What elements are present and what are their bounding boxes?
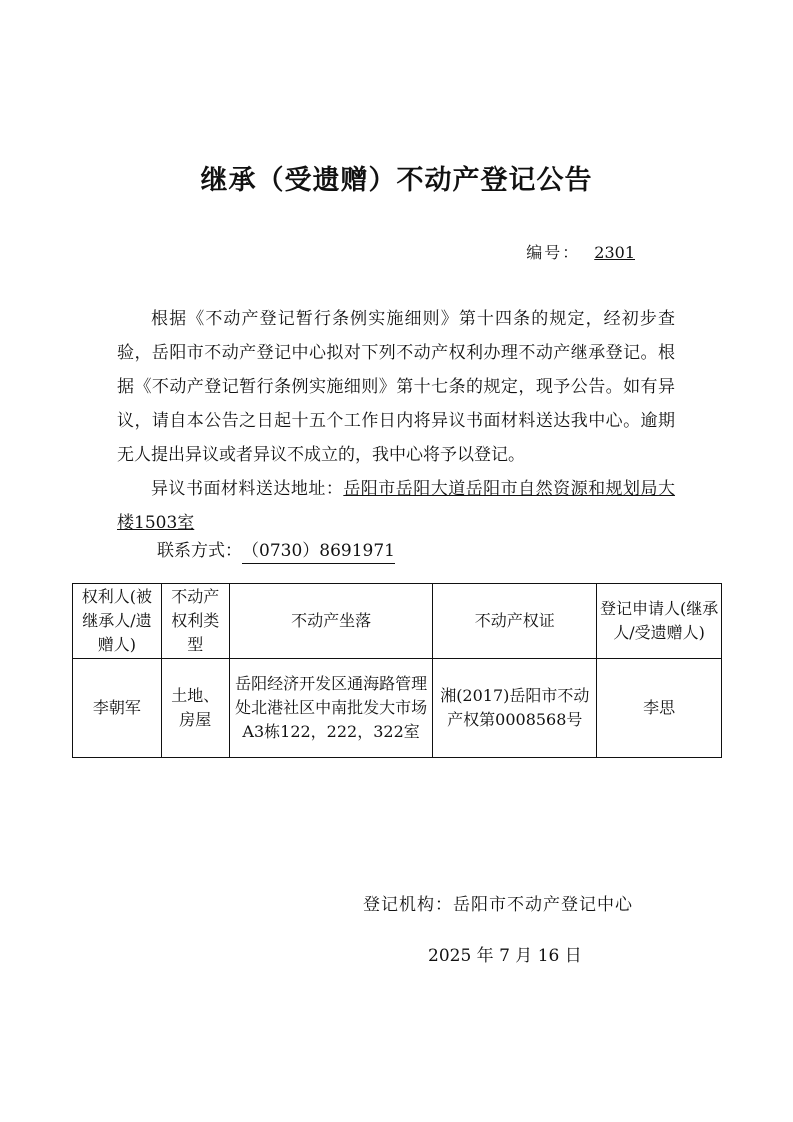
announcement-body (117, 302, 675, 540)
org-value: 岳阳市不动产登记中心 (453, 895, 633, 915)
table-header-row (73, 584, 722, 659)
serial-number (526, 240, 635, 263)
cell-applicant: 李思 (597, 659, 722, 758)
serial-label: 编号： (526, 243, 581, 262)
serial-value: 2301 (594, 243, 635, 262)
contact-info (157, 536, 395, 566)
registration-authority (363, 890, 633, 915)
contact-label: 联系方式： (157, 541, 242, 561)
header-certificate: 不动产权证 (433, 584, 597, 659)
contact-phone: （0730）8691971 (242, 539, 395, 564)
cell-location: 岳阳经济开发区通海路管理处北港社区中南批发大市场A3栋122，222，322室 (229, 659, 433, 758)
table-row (73, 659, 722, 758)
header-applicant: 登记申请人(继承人/受遗赠人) (597, 584, 722, 659)
cell-right-type: 土地、房屋 (161, 659, 229, 758)
cell-certificate: 湘(2017)岳阳市不动产权第0008568号 (433, 659, 597, 758)
announcement-paragraph: 根据《不动产登记暂行条例实施细则》第十四条的规定，经初步查验，岳阳市不动产登记中心拟对下列不动产权利办理不动产继承登记。根据《不动产登记暂行条例实施细则》第十七条的规定，现予公告。如有异议，请自本公告之日起十五个工作日内将异议书面材料送达我中心。逾期无人提出异议或者异议不成立的，我中心将予以登记。 (117, 309, 675, 465)
header-rights-holder: 权利人(被继承人/遗赠人) (73, 584, 162, 659)
objection-address (117, 472, 675, 540)
page-title: 继承（受遗赠）不动产登记公告 (200, 165, 593, 196)
header-location: 不动产坐落 (229, 584, 433, 659)
cell-rights-holder: 李朝军 (73, 659, 162, 758)
announcement-date: 2025 年 7 月 16 日 (428, 946, 582, 966)
header-right-type: 不动产权利类型 (161, 584, 229, 659)
address-value: 岳阳市岳阳大道岳阳市自然资源和规划局大楼1503室 (117, 479, 676, 533)
address-label: 异议书面材料送达地址： (151, 479, 344, 499)
org-label: 登记机构： (363, 895, 453, 915)
property-table (72, 583, 722, 758)
